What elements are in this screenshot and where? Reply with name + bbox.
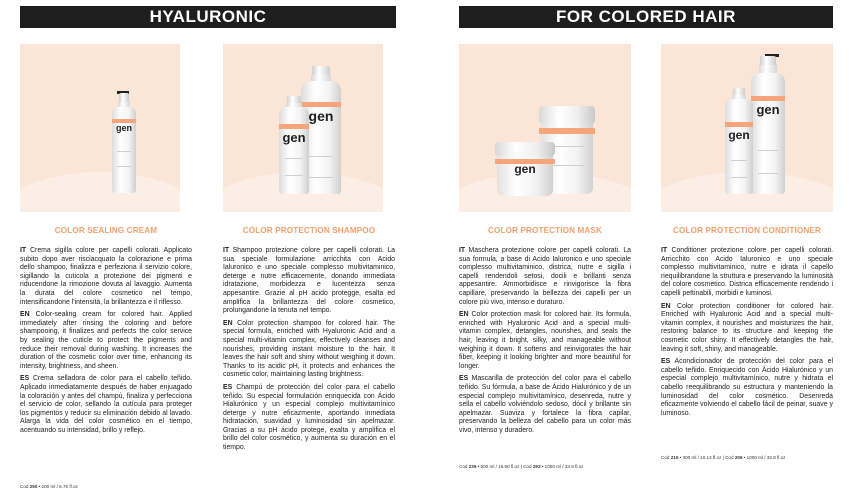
photo-color-sealing-cream [20,44,180,212]
description-it: IT Shampoo protezione colore per capelli colorati. La sua speciale formulazione arricchita con Acido Ialuronico e uno speciale complesso multivitaminico, deterge e nutre efficacemente, donando immediata idratazione, morbidezza e lucentezza senza appesantire. Grazie al pH acido protegge, esalta ed amplifica la brillantezza del colore cosmetico, prolungandone la tenuta nel tempo. [223,247,395,315]
product-bottle-large-image: gen [301,66,341,194]
description-es: ES Crema selladora de color para el cabello teñido. Aplicado inmediatamente después de haber enjuagado la coloración y antes del champú, finaliza y perfecciona el servicio de color, sellando la cutícula para proteger los pigmentos y reducir su eliminación debido al lavado. Alarga la vida del color cosmético en el tiempo, acentuando su intensidad, brillo y reflejo. [20,375,192,434]
product-bottle-small-image: gen [279,96,309,194]
product-code-color-protection-conditioner: Cod 215 • 300 ml / 10.14 fl.oz | Cod 206 • 1000 ml / 33.8 fl.oz [661,455,786,460]
description-it: IT Conditioner protezione colore per capelli colorati. Arricchito con Acido Ialuronico e uno speciale complesso multivitaminico, nutre e idrata il capello riequilibrandone la struttura e preservando la luminosità del colore cosmetico. Districa efficacemente rendendo i capelli pettinabili, morbidi e luminosi. [661,247,833,297]
banner-for-colored-hair: FOR COLORED HAIR [459,6,833,28]
description-es: ES Mascarilla de protección del color para el cabello teñido. Su fórmula, a base de Ácido Hialurónico y de un especial complejo multivitamínico, desenreda, nutre y sella el cabello volviéndolo sedoso, dócil y brillante sin apelmazar. Suaviza y fortalece la fibra capilar, preservando la belleza del cabello para un color más vivo, intenso y duradero. [459,375,631,434]
description-it: IT Crema sigilla colore per capelli colorati. Applicato subito dopo aver risciacquato la colorazione e prima dello shampoo, finalizza e perfeziona il servizio colore, sigillando la cuticola a protezione dei pigmenti e riducendone la rimozione dovuta al lavaggio. Aumenta la durata del colore cosmetico nel tempo, intensificandone l'intensità, la brillantezza e il riflesso. [20,247,193,306]
description-color-protection-shampoo [223,247,395,457]
banner-hyaluronic: HYALURONIC [20,6,396,28]
description-es: ES Acondicionador de protección del color para el cabello teñido. Enriquecido con Ácido Hialurónico y un especial complejo multivitamínico, nutre y hidrata el cabello reequilibrando su estructura y manteniendo la luminosidad del color cosmético. Desenreda eficazmente volviendo el cabello fácil de peinar, suave y luminoso. [661,358,833,417]
description-color-sealing-cream [20,247,192,439]
product-code-color-sealing-cream: Cod 250 • 200 ml / 6.76 fl.oz [20,484,78,489]
description-it: IT Maschera protezione colore per capelli colorati. La sua formula, a base di Acido Ialuronico e uno speciale complesso multivitaminico, districa, nutre e sigilla i capelli rendendoli setosi, docili e brillanti senza appesantire. Ammorbidisce e rinvigorisce la fibra capillare, preservando la bellezza dei capelli per un colore più vivo, intenso e duraturo. [459,247,631,306]
product-name-color-protection-shampoo: COLOR PROTECTION SHAMPOO [242,226,376,235]
product-bottle-small-image: gen [725,88,753,194]
product-bottle-large-image: gen [751,54,785,194]
description-color-protection-conditioner [661,247,833,422]
photo-color-protection-conditioner [661,44,833,212]
product-code-color-protection-mask: Cod 239 • 500 ml / 16.90 fl.oz | Cod 293 • 1000 ml / 33.8 fl.oz [459,464,584,469]
product-name-color-sealing-cream: COLOR SEALING CREAM [54,226,158,235]
product-bottle-image: gen [112,91,136,193]
photo-color-protection-mask [459,44,631,212]
description-en: EN Color protection mask for colored hair. Its formula, enriched with Hyaluronic Acid and a special multi-vitamin complex, detangles, nourishes, and seals the hair, leaving it bright, silky, and manageable without weighing it down. It softens and reinvigorates the hair fiber, keeping it looking brighter and more beautiful for longer. [459,311,632,370]
photo-color-protection-shampoo [223,44,383,212]
description-en: EN Color-sealing cream for colored hair. Applied immediately after rinsing the coloring and before shampooing, it finalizes and perfects the color service by sealing the cuticle to protect the pigments and reduce their removal during washing. It increases the duration of the cosmetic color over time, enhancing its intensity, brightness, and sheen. [20,311,192,370]
product-name-color-protection-mask: COLOR PROTECTION MASK [488,226,602,235]
product-name-color-protection-conditioner: COLOR PROTECTION CONDITIONER [673,226,821,235]
description-es: ES Champú de protección del color para el cabello teñido. Su especial formulación enriquecida con Ácido Hialurónico y un especial complejo multivitamínico deterge y nutre eficazmente, aportando inmediata hidratación, suavidad y luminosidad sin apelmazar. Gracias a su pH ácido protege, exalta y amplifica el brillo del color cosmético, y aumenta su duración en el tiempo. [223,383,395,452]
description-en: EN Color protection shampoo for colored hair. The special formula, enriched with Hyaluronic Acid and a special multi-vitamin complex, effectively cleanses and nourishes, providing instant moisture to the hair. It leaves the hair soft and shiny without weighing it down. Thanks to its acidic pH, it protects and enhances the cosmetic color, maintaining lasting brightness. [223,319,395,379]
description-color-protection-mask [459,247,631,439]
product-jar-small-image: gen [495,142,555,196]
description-en: EN Color protection conditioner for colored hair. Enriched with Hyaluronic Acid and a special multi-vitamin complex, it nourishes and moisturizes the hair, restoring balance to its structure and keeping the cosmetic color shiny. It effectively detangles the hair, leaving it soft, shiny, and manageable. [661,302,833,353]
